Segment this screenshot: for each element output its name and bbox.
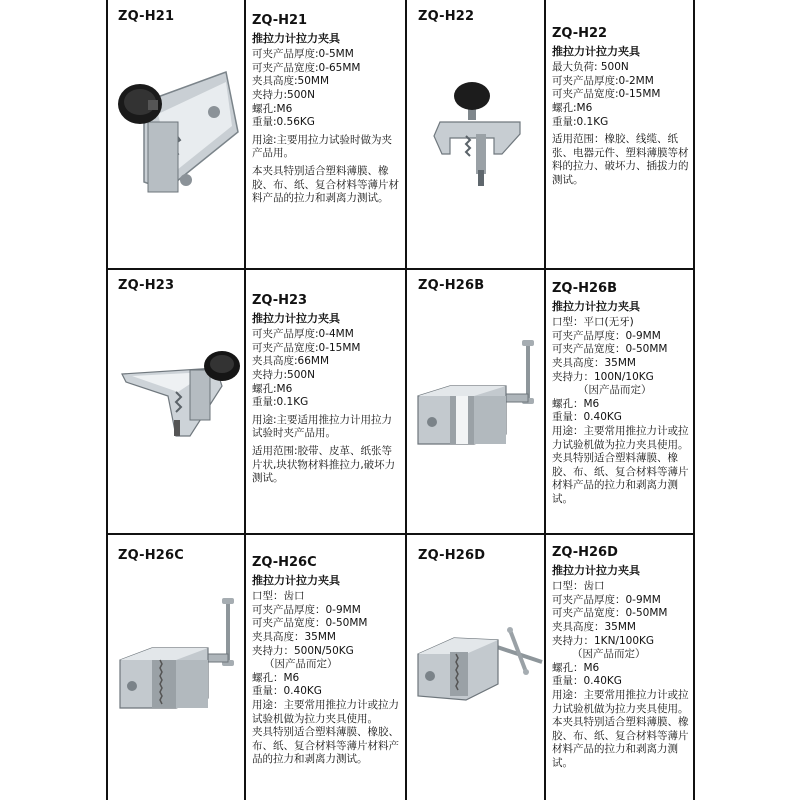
- usage-paragraph: 用途:主要适用推拉力计用拉力试验时夹产品用。: [252, 413, 393, 440]
- clamp-h26c-photo: [114, 594, 244, 718]
- spec-line: 螺孔：M6: [252, 671, 300, 684]
- spec-line: 可夹产品宽度:0-65MM: [252, 61, 361, 74]
- spec-line: 螺孔：M6: [552, 661, 600, 674]
- usage-paragraph: 本夹具特别适合塑料薄膜、橡胶、布、纸、复合材料等薄片材料产品的拉力和剥离力测试。: [252, 164, 399, 205]
- usage-paragraph: 用途：主要常用推拉力计或拉力试验机做为拉力夹具使用。: [552, 688, 689, 715]
- spec-line: 重量:0.1KG: [552, 115, 609, 128]
- grid-line-center: [405, 0, 407, 800]
- spec-block-h21: [252, 14, 402, 206]
- spec-line: 口型：齿口: [252, 590, 305, 603]
- spec-line: 螺孔：M6: [552, 397, 600, 410]
- spec-line: 夹具高度：35MM: [552, 356, 636, 369]
- spec-block-h23: [252, 294, 402, 486]
- grid-line-row2: [106, 533, 695, 535]
- spec-line: 可夹产品厚度：0-9MM: [252, 603, 361, 616]
- spec-line: 夹持力:500N: [252, 368, 315, 381]
- spec-line: （因产品而定）: [572, 648, 646, 661]
- product-title: 推拉力计拉力夹具: [252, 573, 340, 587]
- product-model: ZQ-H26C: [252, 555, 317, 570]
- spec-line: 最大负荷: 500N: [552, 61, 629, 74]
- spec-line: 夹具高度：35MM: [252, 630, 336, 643]
- usage-paragraph: 适用范围：橡胶、线缆、纸张、电器元件、塑料薄膜等材料的拉力、破坏力、插拔力的测试。: [552, 133, 689, 186]
- spec-line: 夹持力：100N/10KG: [552, 370, 654, 383]
- product-label: ZQ-H22: [418, 9, 475, 24]
- spec-line: 夹持力:500N: [252, 88, 315, 101]
- grid-line-mid-left: [244, 0, 246, 800]
- spec-line: 重量:0.56KG: [252, 116, 315, 129]
- spec-line: 螺孔:M6: [552, 101, 593, 114]
- usage-paragraph: 用途:主要用拉力试验时做为夹产品用。: [252, 133, 393, 160]
- product-title: 推拉力计拉力夹具: [252, 311, 340, 325]
- product-label: ZQ-H23: [118, 278, 175, 293]
- spec-line: （因产品而定）: [264, 658, 338, 671]
- spec-line: （因产品而定）: [578, 384, 652, 397]
- spec-line: 重量：0.40KG: [252, 685, 322, 698]
- spec-line: 重量:0.1KG: [252, 396, 309, 409]
- product-label: ZQ-H26B: [418, 278, 485, 293]
- product-model: ZQ-H26D: [552, 545, 618, 560]
- spec-line: 夹持力：1KN/100KG: [552, 634, 655, 647]
- grid-line-right: [693, 0, 695, 800]
- product-model: ZQ-H26B: [552, 281, 617, 296]
- spec-block-h26d: [552, 546, 692, 771]
- usage-paragraph: 本夹具特别适合塑料薄膜、橡胶、布、纸、复合材料等薄片材料产品的拉力和剥离力测试。: [552, 716, 689, 769]
- product-title: 推拉力计拉力夹具: [552, 299, 640, 313]
- grid-line-row1: [106, 268, 695, 270]
- spec-line: 重量：0.40KG: [552, 411, 622, 424]
- usage-paragraph: 用途：主要常用推拉力计或拉力试验机做为拉力夹具使用。夹具特别适合塑料薄膜、橡胶、布、纸、复合材料等薄片材料产品的拉力和剥离力测试。: [552, 424, 689, 505]
- product-title: 推拉力计拉力夹具: [552, 563, 640, 577]
- spec-line: 可夹产品厚度:0-2MM: [552, 74, 654, 87]
- spec-line: 螺孔:M6: [252, 382, 293, 395]
- spec-line: 可夹产品厚度:0-4MM: [252, 328, 354, 341]
- clamp-h23-photo: [118, 340, 242, 440]
- clamp-h22-photo: [420, 70, 542, 190]
- product-title: 推拉力计拉力夹具: [552, 44, 640, 58]
- spec-line: 夹具高度:66MM: [252, 355, 330, 368]
- product-model: ZQ-H22: [552, 26, 608, 41]
- usage-paragraph: 夹具特别适合塑料薄膜、橡胶、布、纸、复合材料等薄片材料产品的拉力和剥离力测试。: [252, 726, 399, 766]
- spec-line: 夹具高度：35MM: [552, 620, 636, 633]
- spec-line: 重量：0.40KG: [552, 675, 622, 688]
- product-label: ZQ-H26D: [418, 548, 486, 563]
- spec-line: 可夹产品宽度：0-50MM: [252, 617, 368, 630]
- spec-line: 可夹产品厚度:0-5MM: [252, 48, 354, 61]
- grid-line-left: [106, 0, 108, 800]
- spec-line: 夹具高度:50MM: [252, 75, 330, 88]
- spec-line: 可夹产品厚度：0-9MM: [552, 329, 661, 342]
- spec-line: 螺孔:M6: [252, 102, 293, 115]
- product-model: ZQ-H21: [252, 13, 308, 28]
- spec-line: 可夹产品宽度:0-15MM: [552, 88, 661, 101]
- spec-line: 可夹产品宽度：0-50MM: [552, 607, 668, 620]
- spec-block-h26c: [252, 556, 404, 767]
- product-title: 推拉力计拉力夹具: [252, 31, 340, 45]
- product-model: ZQ-H23: [252, 293, 308, 308]
- spec-line: 夹持力：500N/50KG: [252, 644, 354, 657]
- spec-line: 口型：齿口: [552, 580, 605, 593]
- spec-line: 口型：平口(无牙): [552, 316, 634, 329]
- spec-line: 可夹产品厚度：0-9MM: [552, 593, 661, 606]
- clamp-h26d-photo: [414, 614, 546, 714]
- product-label: ZQ-H21: [118, 9, 175, 24]
- usage-paragraph: 适用范围:胶带、皮革、纸张等片状,块状物材料推拉力,破坏力测试。: [252, 444, 396, 485]
- spec-block-h26b: [552, 282, 692, 507]
- clamp-h26b-photo: [414, 336, 542, 456]
- spec-block-h22: [552, 27, 690, 188]
- spec-line: 可夹产品宽度:0-15MM: [252, 341, 361, 354]
- usage-paragraph: 用途：主要常用推拉力计或拉力试验机做为拉力夹具使用。: [252, 698, 399, 725]
- clamp-h21-photo: [114, 62, 242, 212]
- spec-line: 可夹产品宽度：0-50MM: [552, 343, 668, 356]
- product-label: ZQ-H26C: [118, 548, 185, 563]
